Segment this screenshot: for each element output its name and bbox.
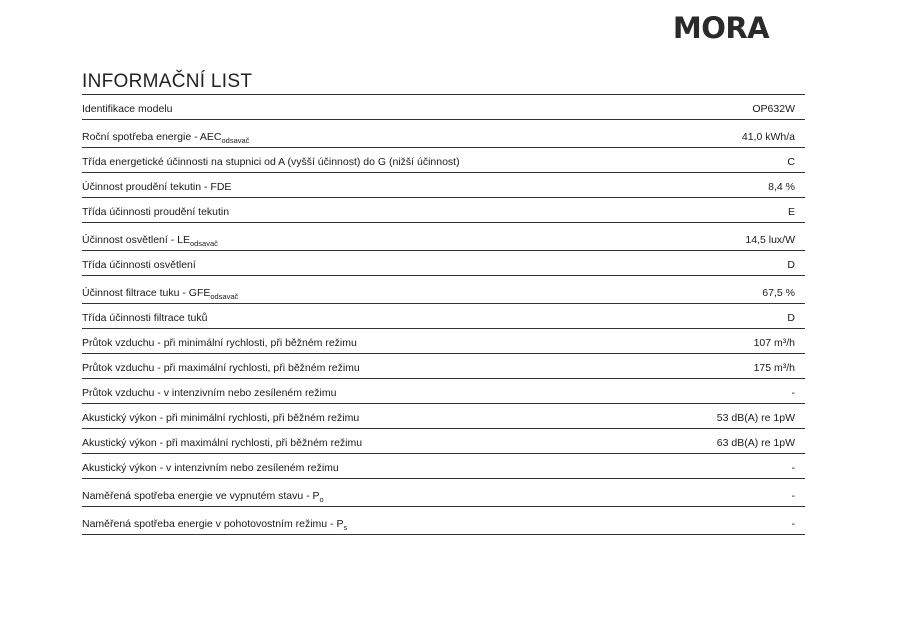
row-value: E [787, 206, 795, 218]
row-label-text: Akustický výkon - při maximální rychlosti, při běžném režimu [82, 437, 363, 449]
table-row [82, 507, 805, 535]
row-label-text: Účinnost proudění tekutin - FDE [82, 181, 232, 193]
mora-logo-graphic [662, 10, 780, 42]
row-value: - [791, 518, 795, 530]
mora-logo [662, 10, 780, 42]
row-label-text: Průtok vzduchu - při maximální rychlosti, při běžném režimu [82, 362, 360, 374]
row-value: OP632W [752, 103, 795, 115]
row-label [82, 462, 339, 474]
info-table [82, 95, 805, 535]
row-label-subscript: odsavač [221, 136, 250, 145]
row-label [82, 131, 249, 145]
row-label [82, 518, 347, 532]
table-row [82, 276, 805, 304]
row-value: 67,5 % [762, 287, 795, 299]
table-row [82, 304, 805, 329]
row-label-text: Průtok vzduchu - při minimální rychlosti, při běžném režimu [82, 337, 357, 349]
row-label [82, 181, 231, 193]
row-label [82, 259, 196, 271]
table-row [82, 479, 805, 507]
table-row [82, 429, 805, 454]
page-title: INFORMAČNÍ LIST [82, 71, 253, 92]
row-label-text: Účinnost filtrace tuku - GFE [82, 287, 211, 299]
table-row [82, 148, 805, 173]
row-label [82, 103, 172, 115]
table-row [82, 454, 805, 479]
table-row [82, 95, 805, 120]
row-value: 8,4 % [768, 181, 795, 193]
row-label-text: Třída účinnosti osvětlení [82, 259, 196, 271]
row-value: - [791, 387, 795, 399]
row-label-text: Roční spotřeba energie - AEC [82, 131, 222, 143]
table-row [82, 404, 805, 429]
row-value: D [787, 312, 795, 324]
row-label-text: Identifikace modelu [82, 103, 173, 115]
row-label [82, 206, 229, 218]
row-value: 107 m³/h [753, 337, 795, 349]
row-label [82, 287, 238, 301]
row-label-text: Třída účinnosti proudění tekutin [82, 206, 230, 218]
row-value: - [791, 490, 795, 502]
row-value: D [787, 259, 795, 271]
row-label-text: Účinnost osvětlení - LE [82, 234, 190, 246]
row-label-text: Akustický výkon - při minimální rychlosti, při běžném režimu [82, 412, 360, 424]
row-value: 175 m³/h [753, 362, 795, 374]
table-row [82, 379, 805, 404]
row-label-text: Průtok vzduchu - v intenzivním nebo zesíleném režimu [82, 387, 337, 399]
row-label-text: Naměřená spotřeba energie v pohotovostním režimu - P [82, 518, 344, 530]
table-row [82, 223, 805, 251]
row-value: 41,0 kWh/a [741, 131, 795, 143]
table-row [82, 251, 805, 276]
table-row [82, 120, 805, 148]
row-label-subscript: odsavač [210, 292, 239, 301]
table-row [82, 354, 805, 379]
row-label-text: Naměřená spotřeba energie ve vypnutém stavu - P [82, 490, 320, 502]
row-value: 63 dB(A) re 1pW [716, 437, 795, 449]
row-label [82, 362, 360, 374]
row-label [82, 234, 218, 248]
row-value: 53 dB(A) re 1pW [716, 412, 795, 424]
row-label [82, 437, 362, 449]
row-label [82, 490, 324, 504]
row-label [82, 156, 460, 168]
row-value: - [791, 462, 795, 474]
row-label-text: Třída účinnosti filtrace tuků [82, 312, 208, 324]
row-label-subscript: s [343, 523, 348, 532]
table-row [82, 198, 805, 223]
table-row [82, 329, 805, 354]
row-label-subscript: odsavač [189, 239, 218, 248]
row-value: C [787, 156, 795, 168]
row-label [82, 312, 207, 324]
row-label [82, 387, 336, 399]
row-label-subscript: o [319, 495, 324, 504]
row-label-text: Akustický výkon - v intenzivním nebo zesíleném režimu [82, 462, 339, 474]
row-value: 14,5 lux/W [745, 234, 795, 246]
row-label [82, 337, 357, 349]
row-label-text: Třída energetické účinnosti na stupnici od A (vyšší účinnost) do G (nižší účinnost) [82, 156, 460, 168]
row-label [82, 412, 359, 424]
mora-logo-text: MORA [672, 11, 770, 42]
table-row [82, 173, 805, 198]
